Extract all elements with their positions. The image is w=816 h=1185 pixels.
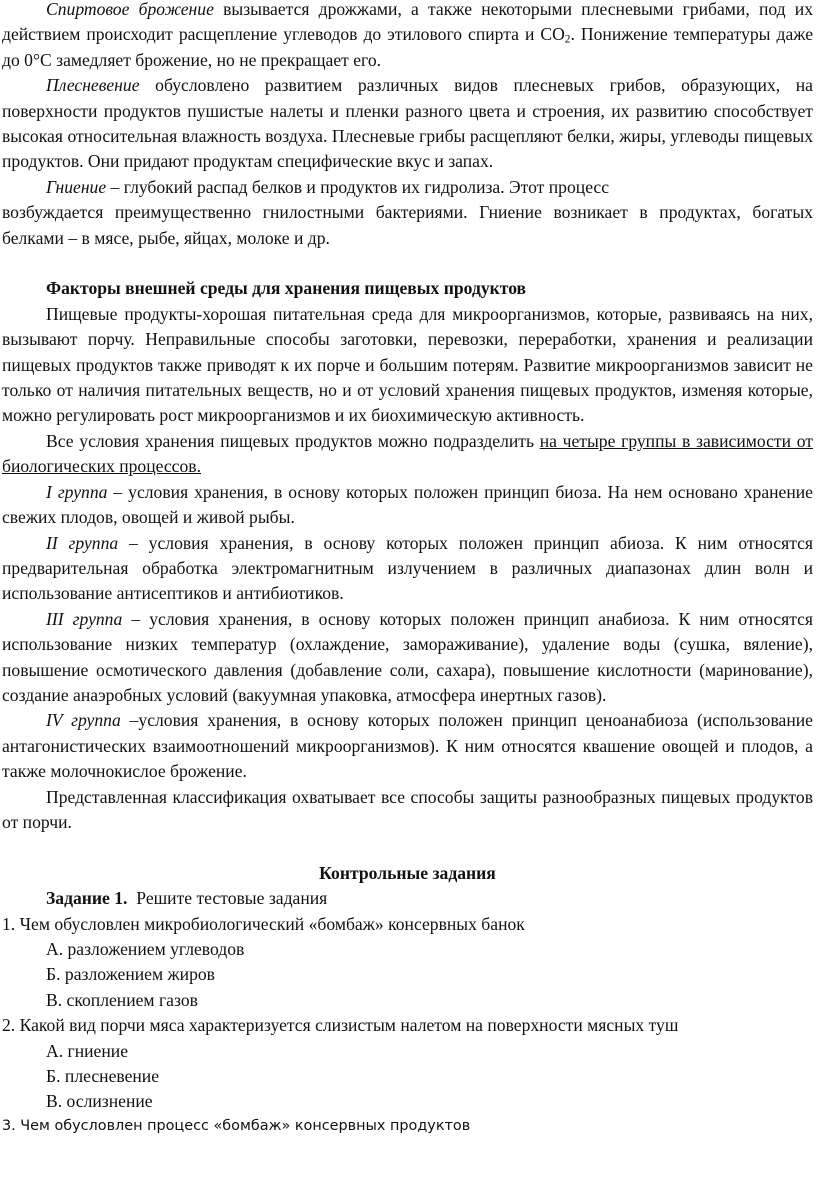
group-4-label: IV группа [46,710,121,731]
spacer [2,835,813,860]
question-3: 3. Чем обусловлен процесс «бомбаж» консервных продуктов [2,1117,471,1134]
paragraph-molding: Плесневение обусловлено развитием различных видов плесневых грибов, образующих, на поверхности продуктов пушистые налеты и пленки разного цвета и строения, их развитию способствует высокая относительная влажность воздуха. Плесневые грибы расщепляют белки, жиры, углеводы пищевых продуктов. Они придают продуктам специфические вкус и запах. [2,75,813,172]
tasks-heading: Контрольные задания [319,862,496,883]
question-2-option-a: А. гниение [46,1040,128,1061]
task-1-label: Задание 1. [46,888,128,909]
term-alcoholic-fermentation: Спиртовое брожение [46,0,214,19]
paragraph-groups-lead: Все условия хранения пищевых продуктов можно подразделить на четыре группы в зависимости от биологических процессов. [2,430,813,477]
paragraph-putrefaction-line1: Гниение – глубокий распад белков и продуктов их гидролиза. Этот процесс [46,176,610,197]
paragraph-group-1: I группа – условия хранения, в основу которых положен принцип биоза. На нем основано хранение свежих плодов, овощей и живой рыбы. [2,481,813,528]
task-1-title: Задание 1. Решите тестовые задания [46,888,328,909]
paragraph-group-3: III группа – условия хранения, в основу которых положен принцип анабиоза. К ним относятся использование низких температур (охлаждение, замораживание), удаление воды (сушка, вяление), повышение осмотического давления (добавление соли, сахара), повышение кислотности (маринование), создание анаэробных условий (вакуумная упаковка, атмосфера инертных газов). [2,608,813,705]
question-1-option-c: В. скоплением газов [46,989,198,1010]
section-heading-storage-factors: Факторы внешней среды для хранения пищевых продуктов [46,278,527,299]
paragraph-alcoholic-fermentation: Спиртовое брожение вызывается дрожжами, а также некоторыми плесневыми грибами, под их действием происходит расщепление углеводов до этилового спирта и $CO_2$. Понижение температуры даже до 0°С замедляет брожение, но не прекращает его. [2,0,814,70]
question-1-option-b: Б. разложением жиров [46,964,215,985]
paragraph-group-2: II группа – условия хранения, в основу которых положен принцип абиоза. К ним относятся предварительная обработка электромагнитным излучением в различных диапазонах длин волн и использование антисептиков и антибиотиков. [2,532,813,604]
question-1-option-a: А. разложением углеводов [46,939,245,959]
term-putrefaction: Гниение [46,176,107,197]
paragraph-conclusion: Представленная классификация охватывает все способы защиты разнообразных пищевых продуктов от порчи. [2,786,813,832]
question-2: 2. Какой вид порчи мяса характеризуется слизистым налетом на поверхности мясных туш [2,1015,679,1036]
group-3-label: III группа [46,608,123,629]
paragraph-putrefaction-rest: возбуждается преимущественно гнилостными бактериями. Гниение возникает в продуктах, богатых белками – в мясе, рыбе, яйцах, молоке и др. [2,202,813,248]
question-2-option-b: Б. плесневение [46,1066,160,1087]
term-molding: Плесневение [46,75,140,96]
underlined-four-groups: на четыре группы в зависимости от биологических процессов. [2,430,813,477]
spacer [2,251,813,276]
paragraph-storage-intro: Пищевые продукты-хорошая питательная среда для микроорганизмов, которые, развиваясь на них, вызывают порчу. Неправильные способы заготовки, перевозки, переработки, хранения и реализации пищевых продуктов также приводят к их порче и большим потерям. Развитие микроорганизмов зависит не только от наличия питательных веществ, но и от условий хранения пищевых продуктов, изменяя которые, можно регулировать рост микроорганизмов и их биохимическую активность. [2,303,813,426]
paragraph-group-4: IV группа –условия хранения, в основу которых положен принцип ценоанабиоза (использование антагонистических взаимоотношений микроорганизмов). К ним относятся квашение овощей и плодов, а также молочнокислое брожение. [2,710,813,782]
group-1-label: I группа [46,481,108,502]
subscript-2: 2 [564,33,571,46]
question-2-option-c: В. ослизнение [46,1091,153,1112]
question-1: 1. Чем обусловлен микробиологический «бомбаж» консервных банок [2,913,525,934]
group-2-label: II группа [46,532,119,553]
